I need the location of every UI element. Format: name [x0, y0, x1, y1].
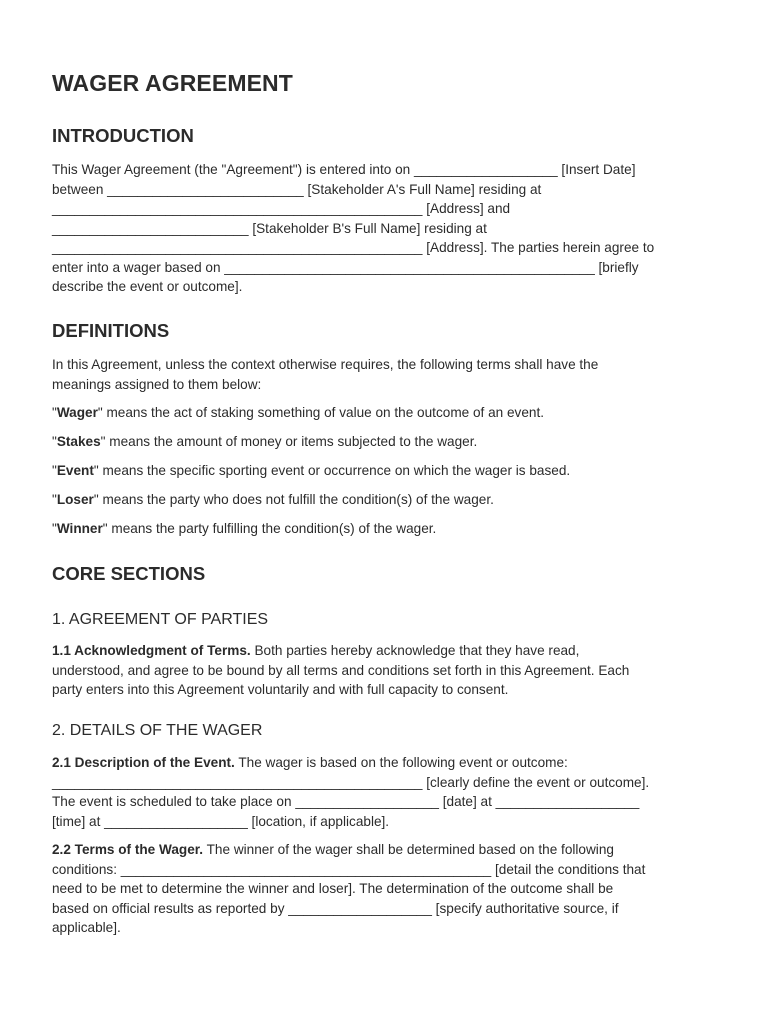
definition-text: means the party who does not fulfill the condition(s) of the wager. [98, 492, 494, 507]
section-1-heading: 1. AGREEMENT OF PARTIES [52, 611, 269, 628]
definitions-intro-line: In this Agreement, unless the context otherwise requires, the following terms shall have the [52, 357, 599, 372]
clause-text: Both parties hereby acknowledge that they have read, [250, 643, 580, 658]
section-2-heading: 2. DETAILS OF THE WAGER [52, 722, 263, 739]
document-title: WAGER AGREEMENT [52, 70, 293, 96]
clause-line: need to be met to determine the winner and loser]. The determination of the outcome shall be [52, 881, 614, 896]
clause-2-2 [52, 840, 722, 938]
definition-term: Stakes [56, 434, 101, 449]
intro-line: This Wager Agreement (the "Agreement") is entered into on ___________________ [Insert Date] [52, 162, 636, 177]
clause-line: _________________________________________________ [clearly define the event or outcome]. [52, 774, 650, 790]
intro-line: _________________________________________________ [Address]. The parties herein agree to [52, 240, 655, 255]
intro-line: between __________________________ [Stakeholder A's Full Name] residing at [52, 181, 542, 197]
definition-term: Loser [56, 492, 94, 507]
clause-text: The winner of the wager shall be determined based on the following [203, 842, 614, 857]
definition-term: Winner [56, 521, 103, 536]
definitions-intro [52, 355, 722, 394]
definition-text: means the party fulfilling the condition(s) of the wager. [107, 521, 437, 536]
clause-line: [time] at ___________________ [location, if applicable]. [52, 813, 390, 829]
intro-line: _________________________________________________ [Address] and [52, 201, 511, 216]
clause-lead: 2.2 Terms of the Wager. [52, 842, 204, 857]
intro-line: __________________________ [Stakeholder B's Full Name] residing at [52, 220, 487, 236]
clause-1-1 [52, 641, 722, 700]
definitions-intro-line: meanings assigned to them below: [52, 376, 262, 392]
definition-term: Wager [56, 405, 98, 420]
definition-event: "Event" means the specific sporting event or occurrence on which the wager is based. [52, 463, 571, 478]
definition-text: means the amount of money or items subjected to the wager. [105, 434, 478, 449]
clause-line: applicable]. [52, 920, 121, 935]
clause-2-1 [52, 753, 722, 831]
clause-line: conditions: _________________________________________________ [detail the conditions that [52, 861, 646, 877]
clause-line: understood, and agree to be bound by all terms and conditions set forth in this Agreement. Each [52, 662, 630, 678]
definition-text: means the specific sporting event or occurrence on which the wager is based. [98, 463, 571, 478]
core-sections-heading: CORE SECTIONS [52, 563, 206, 584]
clause-lead: 2.1 Description of the Event. [52, 755, 235, 770]
definition-winner: "Winner" means the party fulfilling the condition(s) of the wager. [52, 521, 437, 536]
definition-loser: "Loser" means the party who does not fulfill the condition(s) of the wager. [52, 492, 494, 507]
definition-stakes: "Stakes" means the amount of money or items subjected to the wager. [52, 434, 478, 449]
clause-line: party enters into this Agreement voluntarily and with full capacity to consent. [52, 682, 509, 697]
definition-text: means the act of staking something of value on the outcome of an event. [102, 405, 545, 420]
clause-line: based on official results as reported by ___________________ [specify authoritative source, if [52, 900, 619, 916]
clause-line: The event is scheduled to take place on ___________________ [date] at ___________________ [52, 794, 640, 809]
clause-text: The wager is based on the following event or outcome: [234, 755, 568, 770]
clause-lead: 1.1 Acknowledgment of Terms. [52, 643, 251, 658]
definitions-heading: DEFINITIONS [52, 320, 170, 341]
introduction-heading: INTRODUCTION [52, 125, 194, 146]
definition-term: Event [56, 463, 94, 478]
intro-line: describe the event or outcome]. [52, 279, 243, 294]
definition-wager: "Wager" means the act of staking something of value on the outcome of an event. [52, 405, 545, 420]
intro-line: enter into a wager based on _________________________________________________ [briefly [52, 259, 639, 275]
introduction-paragraph [52, 160, 722, 297]
